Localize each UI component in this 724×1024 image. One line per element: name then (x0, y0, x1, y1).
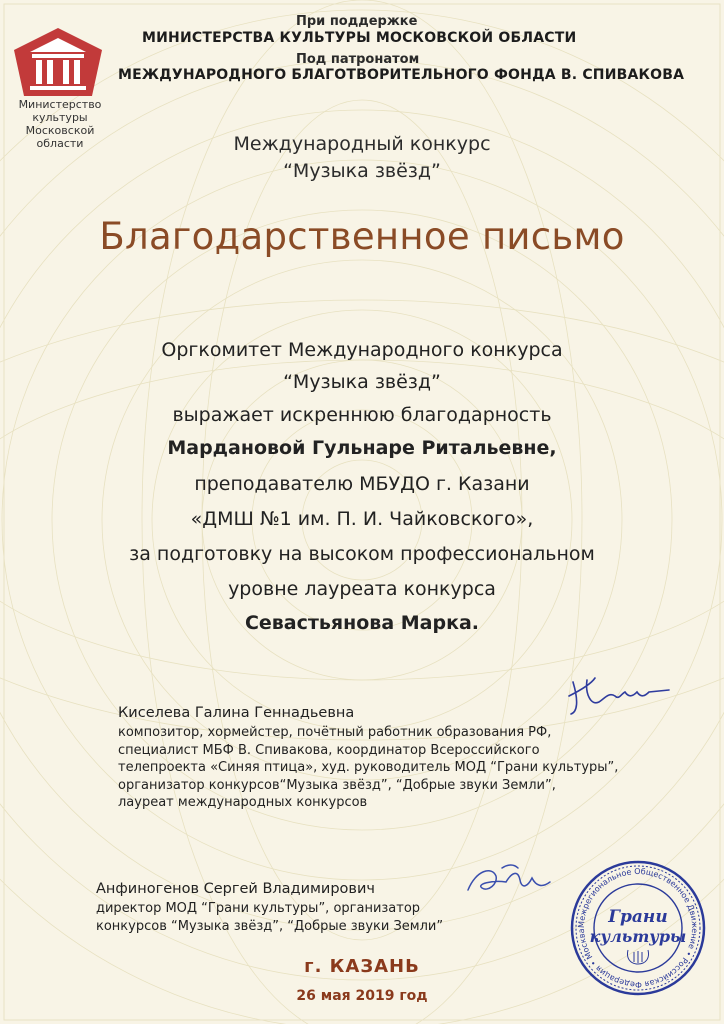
signer2-detail-line: директор МОД “Грани культуры”, организатор (96, 901, 421, 916)
body-line-3: выражает искреннюю благодарность (172, 404, 552, 426)
city: г. КАЗАНЬ (304, 956, 420, 977)
signer1-name: Киселева Галина Геннадьевна (118, 705, 355, 721)
body-line-5: преподавателю МБУДО г. Казани (194, 473, 530, 495)
date: 26 мая 2019 год (296, 988, 428, 1004)
contest-line-2: “Музыка звёзд” (283, 160, 441, 182)
support-line: При поддержке (296, 14, 418, 29)
body-line-2: “Музыка звёзд” (283, 371, 441, 393)
logo-caption-line: Министерство (18, 98, 102, 111)
signature-kiseleva (565, 672, 675, 720)
signer1-details (118, 724, 618, 812)
body-line-8: уровне лауреата конкурса (228, 578, 496, 600)
patronage-line: Под патронатом (296, 52, 420, 67)
signer1-detail-line: специалист МБФ В. Спивакова, координатор Всероссийского (118, 742, 540, 758)
ministry-line: МИНИСТЕРСТВА КУЛЬТУРЫ МОСКОВСКОЙ ОБЛАСТИ (142, 30, 577, 46)
signature-anfinogenov (462, 860, 558, 904)
ministry-logo (12, 26, 104, 98)
fund-line: МЕЖДУНАРОДНОГО БЛАГОТВОРИТЕЛЬНОГО ФОНДА В. СПИВАКОВА (118, 67, 685, 83)
organization-seal (568, 858, 708, 998)
document-title: Благодарственное письмо (99, 215, 625, 258)
signer1-detail-line: организатор конкурсов“Музыка звёзд”, “Добрые звуки Земли”, (118, 777, 556, 793)
contest-line-1: Международный конкурс (233, 133, 491, 155)
logo-caption-line: Московской (25, 124, 95, 137)
body-line-6: «ДМШ №1 им. П. И. Чайковского», (190, 508, 534, 530)
seal-ring-text: Межрегиональное Общественное Движение • Российская Федерация • Москва (576, 866, 700, 990)
body-line-7: за подготовку на высоком профессиональном (129, 543, 595, 565)
recipient-name: Мардановой Гульнаре Ритальевне, (167, 437, 557, 459)
signer1-detail-line: композитор, хормейстер, почётный работник образования РФ, (118, 725, 552, 740)
signer2-detail-line: конкурсов “Музыка звёзд”, “Добрые звуки Земли” (96, 918, 444, 934)
logo-caption-line: области (36, 137, 84, 150)
signer2-details (96, 900, 443, 935)
seal-center-line-1: Грани (608, 907, 668, 927)
body-line-1: Оргкомитет Международного конкурса (161, 339, 563, 361)
signer1-detail-line: лауреат международных конкурсов (118, 795, 368, 810)
laureate-name: Севастьянова Марка. (244, 612, 480, 634)
signer2-name: Анфиногенов Сергей Владимирович (96, 881, 375, 897)
logo-caption-line: культуры (32, 111, 88, 124)
signer1-detail-line: телепроекта «Синяя птица», худ. руководитель МОД “Грани культуры”, (118, 760, 619, 775)
seal-center-line-2: культуры (589, 927, 687, 946)
